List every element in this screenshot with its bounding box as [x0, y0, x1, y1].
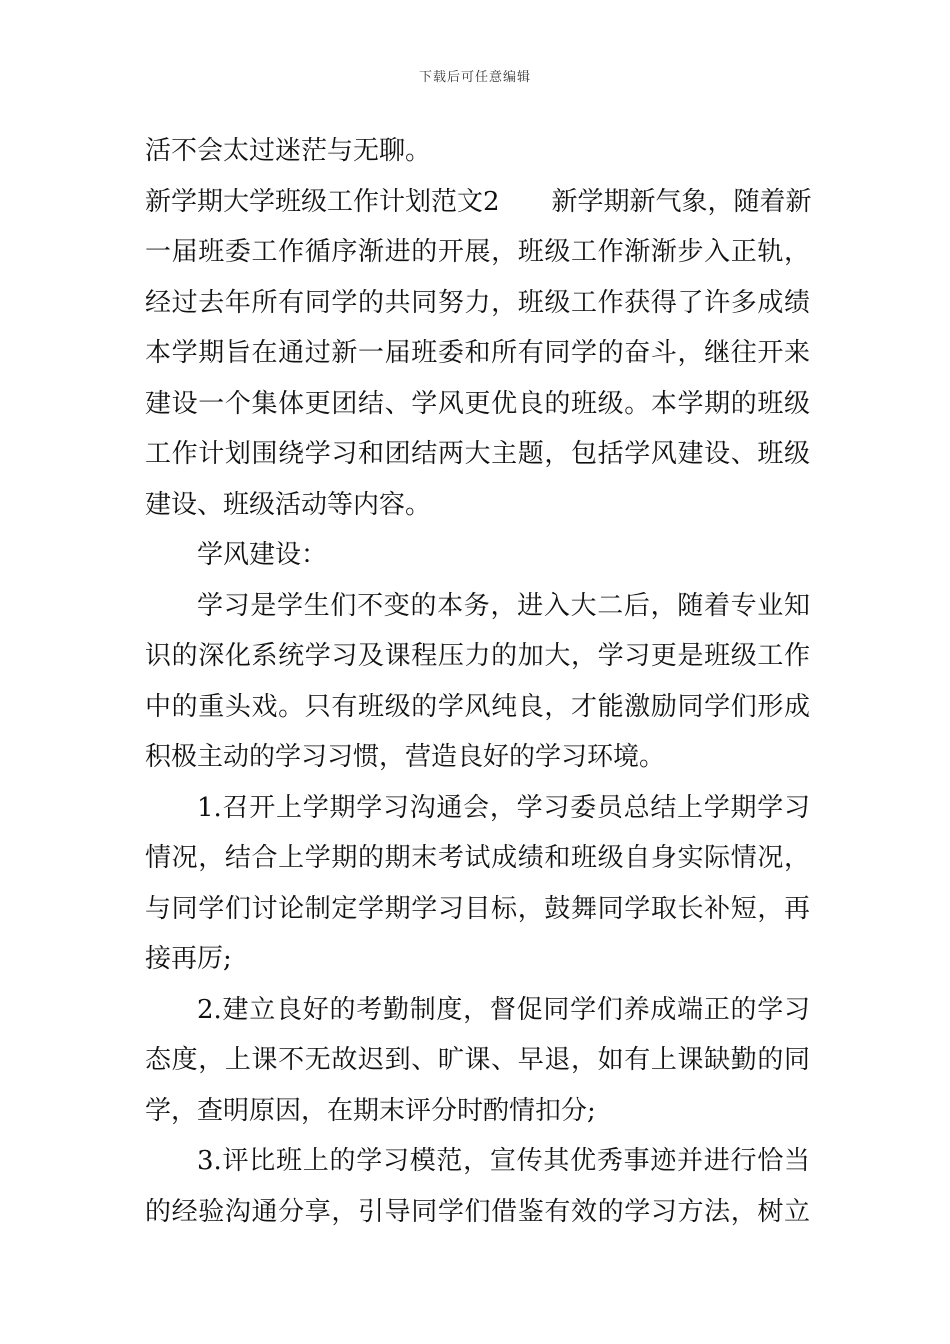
text-line: 学习是学生们不变的本务，进入大二后，随着专业知 — [197, 590, 810, 621]
text-line: 态度，上课不无故迟到、旷课、早退，如有上课缺勤的同 — [145, 1045, 810, 1075]
text-line: 3.评比班上的学习模范，宣传其优秀事迹并进行恰当 — [197, 1146, 810, 1176]
text-line: 积极主动的学习习惯，营造良好的学习环境。 — [145, 742, 666, 772]
text-line: 新学期大学班级工作计划范文2 新学期新气象，随着新 — [145, 186, 812, 217]
text-line: 建设、班级活动等内容。 — [145, 489, 432, 520]
text-line: 1.召开上学期学习沟通会，学习委员总结上学期学习 — [197, 792, 810, 823]
text-line: 经过去年所有同学的共同努力，班级工作获得了许多成绩 — [145, 287, 810, 318]
text-line: 中的重头戏。只有班级的学风纯良，才能激励同学们形成 — [145, 691, 810, 722]
text-line: 学，查明原因，在期末评分时酌情扣分; — [145, 1095, 596, 1126]
text-line: 建设一个集体更团结、学风更优良的班级。本学期的班级 — [145, 388, 810, 419]
text-line: 识的深化系统学习及课程压力的加大，学习更是班级工作 — [145, 641, 810, 671]
text-line: 学风建设： — [197, 540, 328, 570]
text-line: 活不会太过迷茫与无聊。 — [145, 136, 432, 166]
page-header-note: 下载后可任意编辑 — [418, 70, 531, 85]
text-line: 工作计划围绕学习和团结两大主题，包括学风建设、班级 — [145, 439, 810, 469]
document-body — [145, 126, 810, 1237]
text-line: 与同学们讨论制定学期学习目标，鼓舞同学取长补短，再 — [145, 893, 810, 924]
text-line: 的经验沟通分享，引导同学们借鉴有效的学习方法，树立 — [145, 1196, 810, 1227]
text-line: 本学期旨在通过新一届班委和所有同学的奋斗，继往开来 — [145, 338, 810, 368]
text-line: 2.建立良好的考勤制度，督促同学们养成端正的学习 — [197, 994, 810, 1025]
text-line: 情况，结合上学期的期末考试成绩和班级自身实际情况， — [145, 843, 810, 873]
text-line: 接再厉; — [145, 944, 232, 974]
text-line: 一届班委工作循序渐进的开展，班级工作渐渐步入正轨， — [145, 237, 810, 267]
